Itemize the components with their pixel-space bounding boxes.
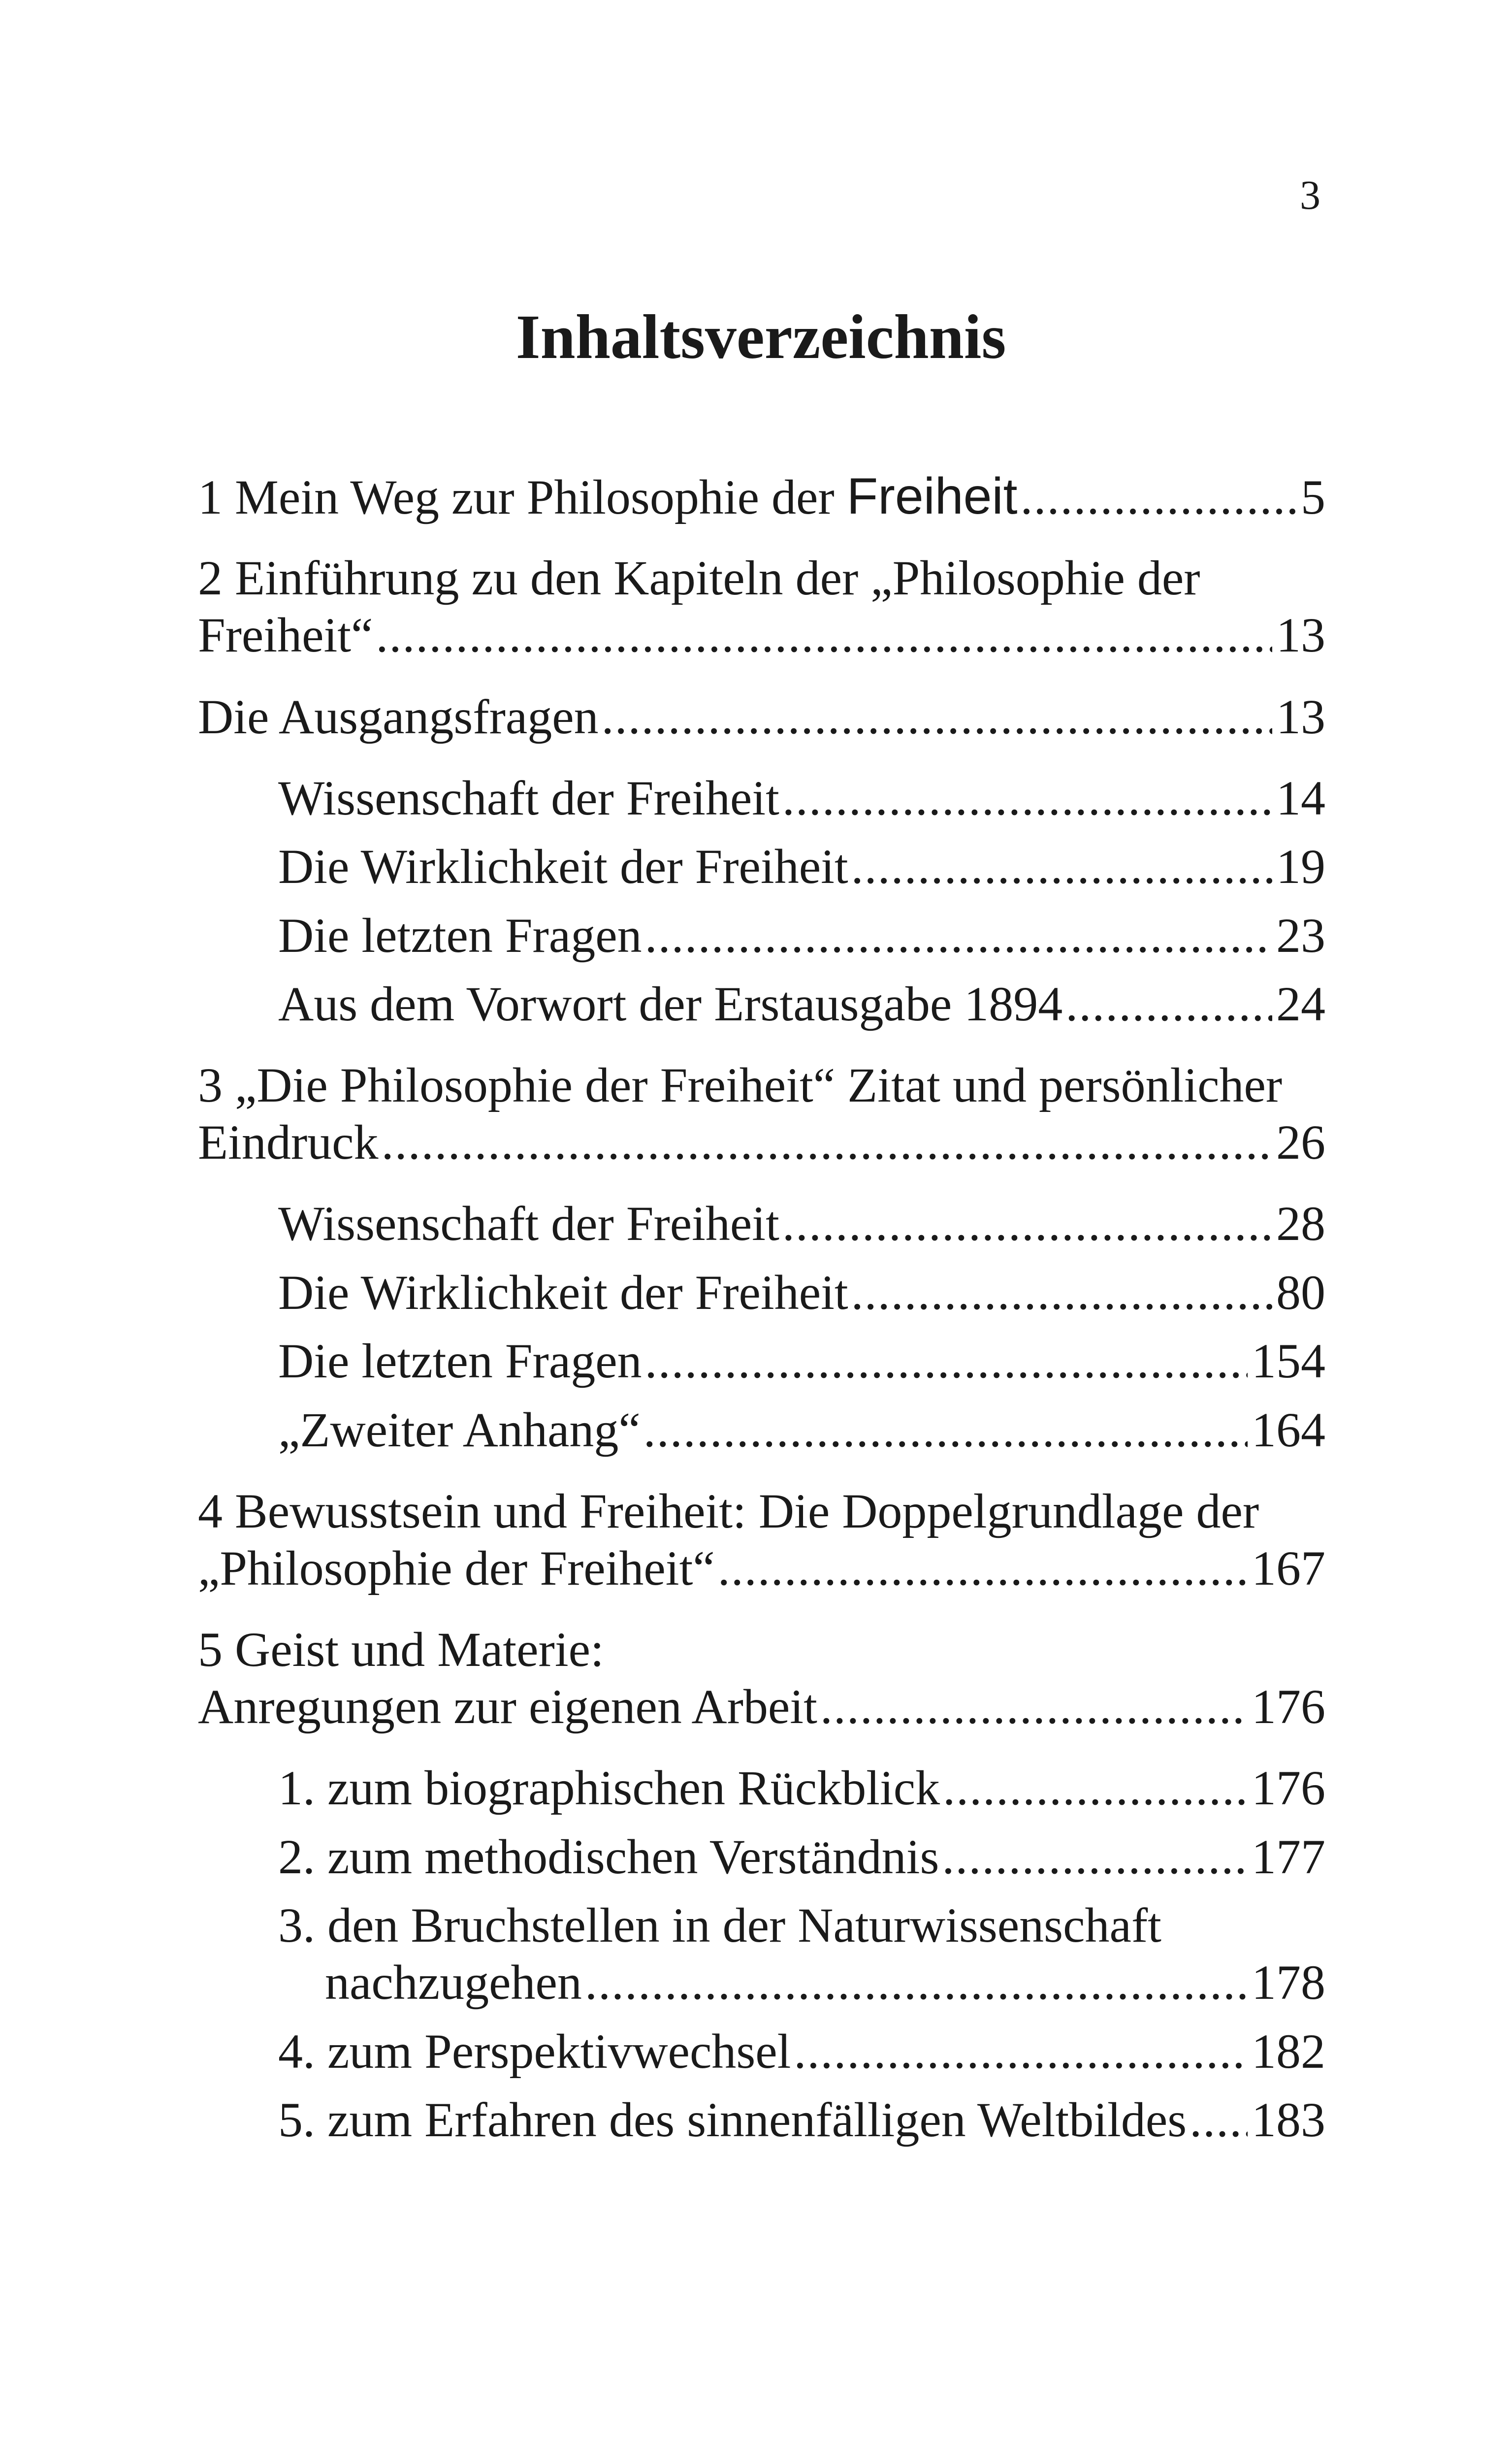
toc-entry-page: 14	[1276, 771, 1325, 825]
toc-entry-3[interactable]	[198, 1057, 1325, 1171]
leader-dots	[645, 1333, 1248, 1390]
toc-entry-page: 164	[1252, 1402, 1325, 1457]
leader-dots	[718, 1540, 1248, 1597]
toc-entry-page: 19	[1276, 839, 1325, 894]
toc-entry-label-cont: nachzugehen	[325, 1955, 582, 2010]
toc-subentry[interactable]	[278, 838, 1325, 895]
toc-entry-page: 183	[1252, 2092, 1325, 2147]
toc-entry-label: 2. zum methodischen Verständnis	[278, 1829, 939, 1884]
toc-entry-1[interactable]	[198, 468, 1325, 525]
toc-entry-label: Die Wirklichkeit der Freiheit	[278, 1265, 848, 1320]
toc-entry-page: 80	[1276, 1265, 1325, 1320]
toc-entry-label: 4 Bewusstsein und Freiheit: Die Doppelgrundlage der	[198, 1484, 1259, 1538]
leader-dots	[645, 907, 1272, 964]
toc-entry-5[interactable]	[198, 1621, 1325, 1735]
toc-entry-label: 3. den Bruchstellen in der Naturwissenschaft	[278, 1898, 1161, 1953]
toc-entry-page: 167	[1252, 1541, 1325, 1596]
toc-subentry[interactable]	[278, 907, 1325, 964]
leader-dots	[794, 2023, 1248, 2080]
toc-entry-4[interactable]	[198, 1483, 1325, 1597]
leader-dots	[602, 688, 1272, 746]
toc-entry-label: 3 „Die Philosophie der Freiheit“ Zitat und persönlicher	[198, 1058, 1283, 1112]
toc-entry-page: 24	[1276, 977, 1325, 1031]
toc-entry-label: Die Ausgangsfragen	[198, 689, 599, 744]
toc-entry-2[interactable]	[198, 550, 1325, 664]
leader-dots	[943, 1759, 1248, 1817]
toc-entry-label: Die Wirklichkeit der Freiheit	[278, 839, 848, 894]
toc-entry-label: Wissenschaft der Freiheit	[278, 771, 779, 825]
toc-entry-label-cont: Anregungen zur eigenen Arbeit	[198, 1679, 817, 1734]
toc-entry-label-cont: Freiheit“	[198, 608, 373, 662]
leader-dots	[782, 770, 1272, 827]
page-title: Inhaltsverzeichnis	[515, 302, 1006, 372]
toc-entry-page: 176	[1252, 1760, 1325, 1815]
toc-subentry[interactable]	[278, 2023, 1325, 2080]
toc-entry-page: 13	[1276, 608, 1325, 662]
toc-entry-label: Die letzten Fragen	[278, 1334, 642, 1388]
toc-subentry[interactable]	[278, 770, 1325, 827]
leader-dots	[942, 1828, 1248, 1886]
toc-entry-page: 5	[1301, 470, 1325, 524]
toc-subentry[interactable]	[278, 976, 1325, 1033]
toc-subentry-cont[interactable]	[325, 1954, 1325, 2011]
leader-dots	[585, 1954, 1248, 2011]
toc-entry-label: „Zweiter Anhang“	[278, 1402, 641, 1457]
leader-dots	[376, 607, 1272, 664]
toc-entry-label: Die letzten Fragen	[278, 908, 642, 963]
leader-dots	[643, 1401, 1248, 1459]
leader-dots	[782, 1195, 1272, 1252]
toc-entry-label: 1 Mein Weg zur Philosophie der Freiheit	[198, 468, 1018, 525]
leader-dots	[820, 1678, 1248, 1735]
toc-subentry[interactable]	[278, 2091, 1325, 2149]
toc-entry-label: Aus dem Vorwort der Erstausgabe 1894	[278, 977, 1063, 1031]
leader-dots	[1065, 976, 1272, 1033]
leader-dots	[382, 1114, 1272, 1171]
leader-dots	[851, 838, 1272, 895]
toc-subentry[interactable]	[278, 1333, 1325, 1390]
toc-entry-page: 23	[1276, 908, 1325, 963]
leader-dots	[1190, 2091, 1248, 2149]
page-number: 3	[1300, 172, 1320, 218]
toc-subentry[interactable]	[278, 1195, 1325, 1252]
toc-subentry[interactable]	[278, 1759, 1325, 1817]
toc-entry-label: 5. zum Erfahren des sinnenfälligen Weltbildes	[278, 2092, 1187, 2147]
toc-entry-page: 182	[1252, 2024, 1325, 2079]
toc-entry-page: 177	[1252, 1829, 1325, 1884]
toc-subentry[interactable]	[278, 1828, 1325, 1886]
leader-dots	[1020, 469, 1297, 526]
toc-entry-label-cont: „Philosophie der Freiheit“	[198, 1541, 715, 1596]
toc-entry-label: 5 Geist und Materie:	[198, 1622, 604, 1677]
toc-subentry[interactable]	[278, 1897, 1325, 1954]
toc-entry-label-cont: Eindruck	[198, 1115, 379, 1170]
toc-entry-label: 2 Einführung zu den Kapiteln der „Philosophie der	[198, 551, 1200, 605]
toc-entry-label: Wissenschaft der Freiheit	[278, 1196, 779, 1251]
toc-entry-ausgangsfragen[interactable]	[198, 688, 1325, 746]
toc-entry-label: 1. zum biographischen Rückblick	[278, 1760, 940, 1815]
toc-entry-page: 178	[1252, 1955, 1325, 2010]
toc-subentry[interactable]	[278, 1401, 1325, 1459]
toc-entry-page: 28	[1276, 1196, 1325, 1251]
toc-entry-page: 176	[1252, 1679, 1325, 1734]
toc-entry-page: 26	[1276, 1115, 1325, 1170]
toc-entry-page: 13	[1276, 689, 1325, 744]
toc-subentry[interactable]	[278, 1264, 1325, 1321]
leader-dots	[851, 1264, 1272, 1321]
toc-entry-page: 154	[1252, 1334, 1325, 1388]
toc-entry-label: 4. zum Perspektivwechsel	[278, 2024, 791, 2079]
